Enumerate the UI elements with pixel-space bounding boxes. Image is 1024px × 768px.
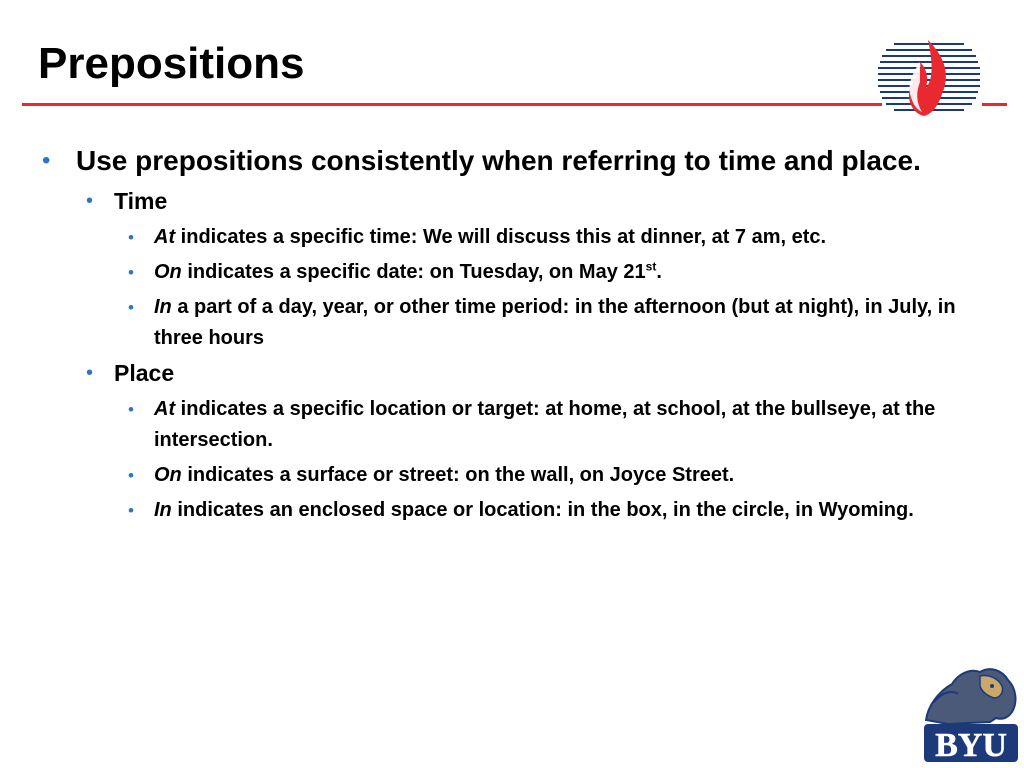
bullet-dot: • (128, 501, 134, 520)
place-heading-text: Place (114, 360, 175, 386)
ordinal-suffix: st (645, 259, 657, 274)
time-item-in (40, 292, 1000, 354)
bullet-dot: • (128, 263, 134, 282)
keyword: At (154, 398, 176, 420)
place-heading (40, 358, 1000, 388)
time-heading (40, 186, 1000, 216)
item-text: a part of a day, year, or other time period: in the afternoon (but at night), in July, in three hours (154, 296, 956, 349)
item-text: indicates an enclosed space or location: in the box, in the circle, in Wyoming. (171, 499, 914, 521)
item-text: indicates a specific time: We will discuss this at dinner, at 7 am, etc. (175, 226, 827, 248)
place-item-at (40, 394, 1000, 456)
bullet-list (40, 140, 1000, 530)
slide-title: Prepositions (38, 39, 305, 88)
place-item-in (40, 495, 1000, 526)
bullet-dot: • (86, 190, 94, 212)
bullet-dot: • (128, 298, 134, 317)
time-item-at (40, 222, 1000, 253)
bullet-dot: • (128, 466, 134, 485)
keyword: In (154, 499, 172, 521)
time-heading-text: Time (114, 188, 168, 214)
title-underline (22, 103, 882, 106)
keyword: In (154, 296, 172, 318)
item-text: indicates a specific location or target: at home, at school, at the bullseye, at the intersection. (154, 398, 936, 451)
time-item-on (40, 257, 1000, 288)
item-text: indicates a surface or street: on the wall, on Joyce Street. (181, 464, 735, 486)
item-text: indicates a specific date: on Tuesday, on May 21 (181, 261, 646, 283)
keyword: On (154, 464, 182, 486)
bullet-dot: • (128, 228, 134, 247)
main-bullet-text: Use prepositions consistently when referring to time and place. (76, 145, 921, 176)
item-tail: . (656, 261, 662, 283)
place-item-on (40, 460, 1000, 491)
main-bullet (40, 140, 1000, 182)
keyword: At (154, 226, 176, 248)
bullet-dot: • (42, 147, 51, 174)
title-underline-tail (982, 103, 1007, 106)
flame-logo-icon (876, 36, 982, 120)
byu-logo-text: BYU (935, 727, 1007, 764)
byu-cougar-logo-icon (918, 662, 1022, 766)
bullet-dot: • (86, 362, 94, 384)
keyword: On (154, 261, 182, 283)
bullet-dot: • (128, 400, 134, 419)
